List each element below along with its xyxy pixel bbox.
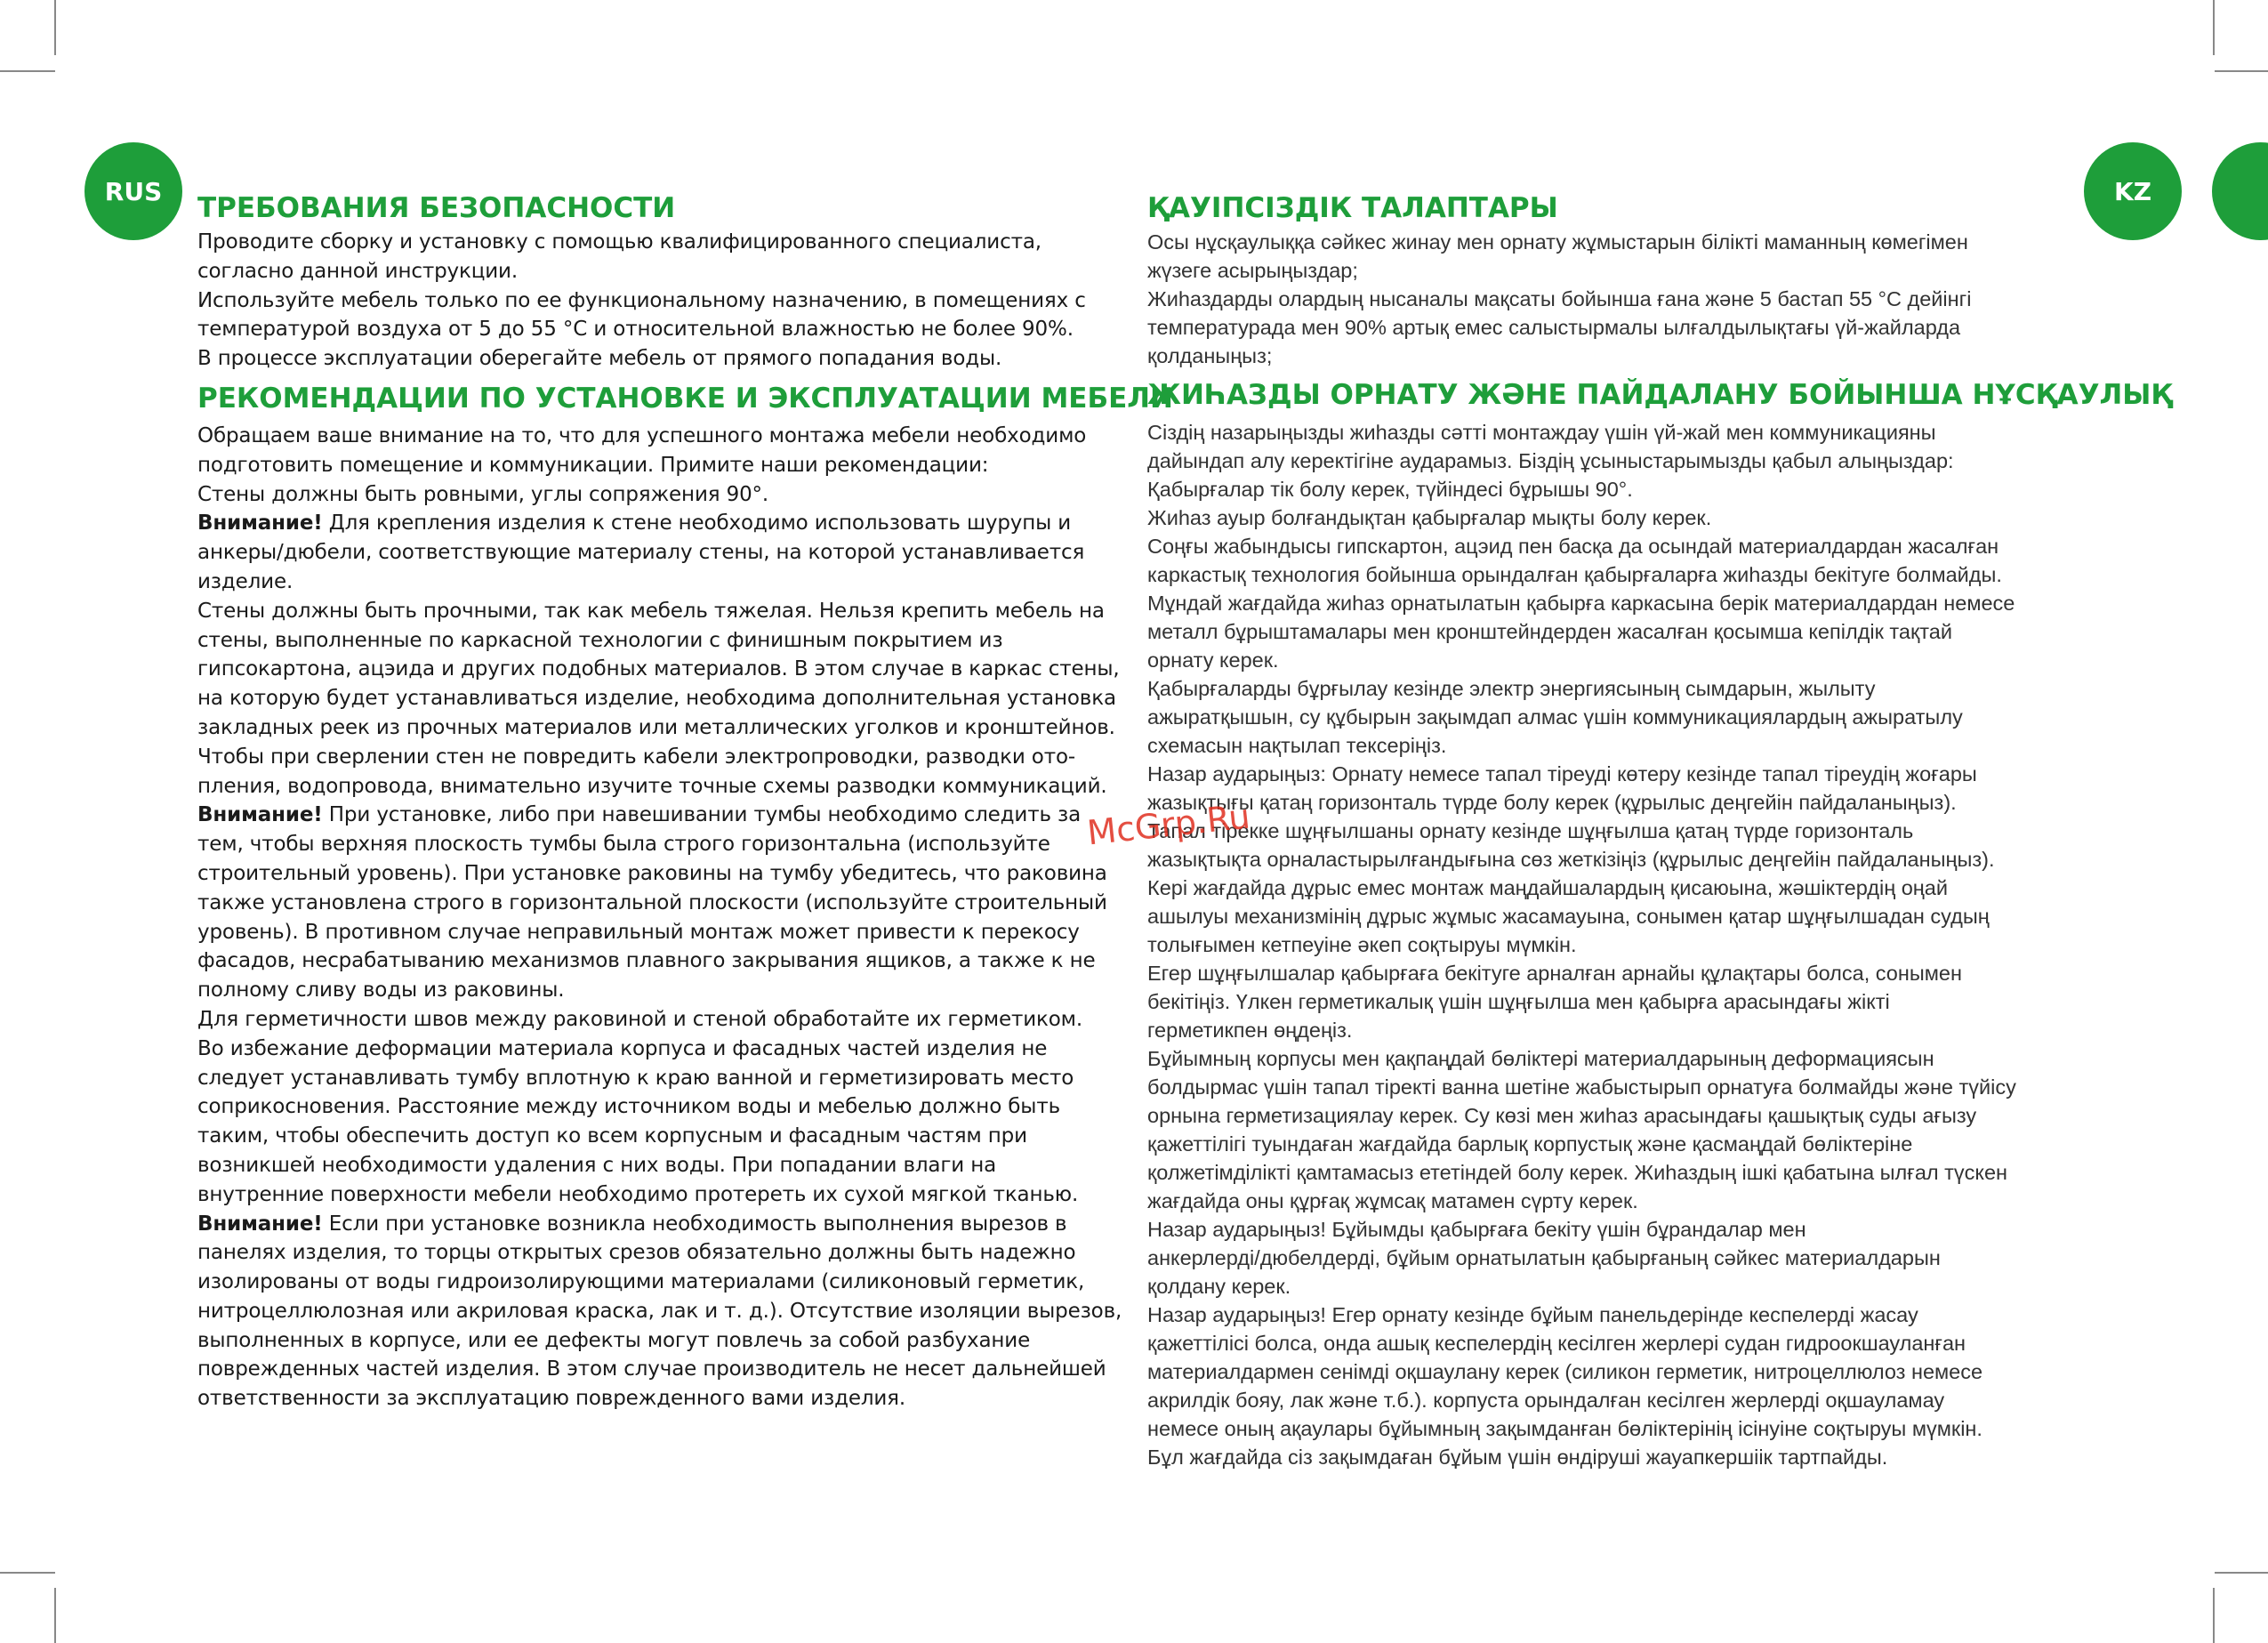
text-line: В процессе эксплуатации оберегайте мебель от прямого попадания воды.: [197, 347, 1002, 371]
text-line: стены, выполненные по каркасной технологии с финишным покрытием из: [197, 628, 1003, 652]
text-line: Внимание! Для крепления изделия к стене необходимо использовать шурупы и: [197, 511, 1072, 536]
text-line: панелях изделия, то торцы открытых срезов обязательно должны быть надежно: [197, 1241, 1076, 1265]
rus-recommendations-text: [197, 422, 1122, 1413]
rus-safety-title: ТРЕБОВАНИЯ БЕЗОПАСНОСТИ: [197, 192, 676, 224]
text-line: материалдармен сенімді оқшаулану керек (силикон герметик, нитроцеллюлоз немесе: [1147, 1360, 1983, 1383]
text-line: ответственности за эксплуатацию поврежденного вами изделия.: [197, 1387, 906, 1411]
text-line: на которую будет устанавливаться изделие, необходима дополнительная установка: [197, 687, 1116, 711]
text-line: Бұл жағдайда сіз зақымдаған бұйым үшін өндіруші жауапкершіік тартпайды.: [1147, 1446, 1888, 1469]
text-line: Соңғы жабындысы гипскартон, ацэид пен басқа да осындай материалдардан жасалған: [1147, 535, 1999, 558]
crop-mark: [54, 1588, 56, 1643]
text-line: бекітіңіз. Үлкен герметикалық үшін шұңғылша мен қабырға арасындағы жікті: [1147, 990, 1890, 1013]
text-line: пления, водопровода, внимательно изучите точные схемы разводки коммуникаций.: [197, 774, 1107, 798]
text-line: ажыратқышын, су құбырын зақымдап алмас үшін коммуникациялардың ажыратылу: [1147, 705, 1963, 729]
text-line: толығымен кетпеуіне әкеп соқтыруы мүмкін.: [1147, 933, 1577, 956]
attention-label: Внимание!: [197, 511, 323, 536]
text-line: орнату керек.: [1147, 648, 1279, 672]
text-line: анкеры/дюбели, соответствующие материалу стены, на которой устанавливается: [197, 541, 1085, 565]
text-line: возникшей необходимости удаления с них воды. При попадании влаги на: [197, 1153, 997, 1177]
text-line: Тапал тірекке шұңғылшаны орнату кезінде шұңғылша қатаң түрде горизонталь: [1147, 819, 1914, 842]
text-line: Во избежание деформации материала корпуса и фасадных частей изделия не: [197, 1036, 1048, 1060]
rus-safety-text: [197, 228, 1122, 374]
text-line: таким, чтобы обеспечить доступ ко всем корпусным и фасадным частям при: [197, 1124, 1027, 1148]
text-line: Назар аударыңыз! Бұйымды қабырғаға бекіту үшін бұрандалар мен: [1147, 1218, 1806, 1241]
text-line: температурой воздуха от 5 до 55 °С и относительной влажностью не более 90%.: [197, 318, 1074, 342]
text-line: қажеттілісі болса, онда ашық кеспелердің кесілген жерлері судан гидроокшауланған: [1147, 1332, 1966, 1355]
crop-mark: [54, 0, 56, 55]
kz-safety-title: ҚАУІПСІЗДІК ТАЛАПТАРЫ: [1147, 192, 1558, 224]
text-line: қолданыңыз;: [1147, 344, 1273, 367]
text-line: подготовить помещение и коммуникации. Примите наши рекомендации:: [197, 453, 989, 477]
text-line: ашылуы механизмінің дұрыс жұмыс жасамауына, сонымен қатар шұңғылшадан судың: [1147, 905, 1990, 928]
rus-language-badge: RUS: [84, 142, 182, 240]
text-line: Чтобы при сверлении стен не повредить кабели электропроводки, разводки ото-: [197, 745, 1076, 769]
text-line: жазықтығы қатаң горизонталь түрде болу керек (құрылыс деңгейін пайдаланыңыз).: [1147, 791, 1957, 814]
text-line: нитроцеллюлозная или акриловая краска, лак и т. д.). Отсутствие изоляции вырезов,: [197, 1299, 1122, 1323]
text-line: Мұндай жағдайда жиһаз орнатылатын қабырға каркасына берік материалдардан немесе: [1147, 592, 2015, 615]
text-line: каркастық технология бойынша орындалған қабырғаларға жиһазды бекітуге болмайды.: [1147, 563, 2002, 586]
text-line: Кері жағдайда дұрыс емес монтаж маңдайшалардың қисаюына, жәшіктердің оңай: [1147, 876, 1948, 899]
crop-mark: [2215, 1572, 2268, 1574]
text-line: болдырмас үшін тапал тіректі ванна шетіне жабыстырып орнатуға болмайды және түйісу: [1147, 1075, 2016, 1099]
text-line: Қабырғаларды бұрғылау кезінде электр энергиясының сымдарын, жылыту: [1147, 677, 1876, 700]
text-line: уровень). В противном случае неправильный монтаж может привести к перекосу: [197, 920, 1080, 944]
text-line: Жиһаздарды олардың нысаналы мақсаты бойынша ғана және 5 бастап 55 °С дейінгі: [1147, 287, 1972, 310]
crop-mark: [2213, 0, 2215, 55]
text-line: схемасын нақтылап тексеріңіз.: [1147, 734, 1447, 757]
text-line: температурада мен 90% артық емес салыстырмалы ылғалдылықтағы үй-жайларда: [1147, 316, 1961, 339]
text-line: Егер шұңғылшалар қабырғаға бекітуге арналған арнайы құлақтары болса, сонымен: [1147, 962, 1962, 985]
watermark: McGrp.Ru: [1085, 796, 1252, 853]
text-line: полному сливу воды из раковины.: [197, 979, 565, 1003]
kz-language-badge: KZ: [2084, 142, 2182, 240]
text-line: қолжетімділікті қамтамасыз ететіндей болу керек. Жиһаздың ішкі қабатына ылғал түскен: [1147, 1161, 2008, 1184]
crop-mark: [0, 70, 55, 72]
text-line: орнына герметизациялау керек. Су көзі мен жиһаз арасындағы қашықтық суды ағызу: [1147, 1104, 1977, 1127]
attention-label: Внимание!: [197, 803, 323, 827]
text-line: Стены должны быть ровными, углы сопряжения 90°.: [197, 482, 769, 506]
text-line: тем, чтобы верхняя плоскость тумбы была строго горизонтальна (используйте: [197, 833, 1050, 857]
text-line: Обращаем ваше внимание на то, что для успешного монтажа мебели необходимо: [197, 423, 1087, 447]
text-line: Стены должны быть прочными, так как мебель тяжелая. Нельзя крепить мебель на: [197, 599, 1105, 623]
text-line: Бұйымның корпусы мен қақпаңдай бөліктері материалдарының деформациясын: [1147, 1047, 1934, 1070]
text-line: следует устанавливать тумбу вплотную к краю ванной и герметизировать место: [197, 1066, 1074, 1090]
text-line: Для герметичности швов между раковиной и стеной обработайте их герметиком.: [197, 1007, 1083, 1031]
text-line: Осы нұсқаулыққа сәйкес жинау мен орнату жұмыстарын білікті маманның көмегімен: [1147, 230, 1968, 254]
text-line: Жиһаз ауыр болғандықтан қабырғалар мықты болу керек.: [1147, 506, 1712, 529]
text-line: также установлена строго в горизонтальной плоскости (используйте строительный: [197, 890, 1107, 914]
text-line: дайындап алу керектігіне аударамыз. Біздің ұсыныстарымызды қабыл алыңыздар:: [1147, 449, 1954, 472]
text-line: изолированы от воды гидроизолирующими материалами (силиконовый герметик,: [197, 1270, 1085, 1294]
text-line: жағдайда оны құрғақ жұмсақ матамен сүрту керек.: [1147, 1189, 1638, 1212]
text-line: Сіздің назарыңызды жиһазды сәтті монтаждау үшін үй-жай мен коммуникацияны: [1147, 421, 1936, 444]
text-line: согласно данной инструкции.: [197, 259, 519, 283]
text-line: соприкосновения. Расстояние между источником воды и мебелью должно быть: [197, 1095, 1060, 1119]
text-line: гипсокартона, ацэида и других подобных материалов. В этом случае в каркас стены,: [197, 657, 1120, 681]
text-line: Проводите сборку и установку с помощью квалифицированного специалиста,: [197, 230, 1042, 254]
text-line: акрилдік бояу, лак және т.б.). корпуста орындалған кесілген жерлерді оқшауламау: [1147, 1389, 1945, 1412]
text-line: қолдану керек.: [1147, 1275, 1291, 1298]
kz-safety-text: [1147, 228, 2081, 370]
text-line: строительный уровень). При установке раковины на тумбу убедитесь, что раковина: [197, 861, 1107, 885]
text-line: фасадов, несрабатыванию механизмов плавного закрывания ящиков, а также к не: [197, 949, 1096, 973]
edge-tab-decoration: [2212, 142, 2268, 240]
text-line: металл бұрыштамалары мен кронштейндерден жасалған қосымша кепілдік тақтай: [1147, 620, 1952, 643]
text-line: поврежденных частей изделия. В этом случае производитель не несет дальнейшей: [197, 1357, 1106, 1381]
text-line: Внимание! Если при установке возникла необходимость выполнения вырезов в: [197, 1212, 1067, 1236]
text-line: қажеттілігі туындаған жағдайда барлық корпустық және қасмаңдай бөліктеріне: [1147, 1132, 1913, 1156]
text-line: Используйте мебель только по ее функциональному назначению, в помещениях с: [197, 288, 1086, 312]
crop-mark: [0, 1572, 55, 1574]
text-line: Внимание! При установке, либо при навешивании тумбы необходимо следить за: [197, 803, 1082, 827]
text-line: выполненных в корпусе, или ее дефекты могут повлечь за собой разбухание: [197, 1328, 1031, 1352]
text-line: закладных реек из прочных материалов или металлических уголков и кронштейнов.: [197, 715, 1115, 739]
text-line: внутренние поверхности мебели необходимо протереть их сухой мягкой тканью.: [197, 1182, 1079, 1206]
text-line: немесе оның ақаулары бұйымның зақымданған бөліктерінің ісінуіне соқтыруы мүмкін.: [1147, 1417, 1982, 1440]
kz-recommendations-title: ЖИҺАЗДЫ ОРНАТУ ЖӘНЕ ПАЙДАЛАНУ БОЙЫНША НҰСҚАУЛЫҚ: [1147, 379, 2173, 411]
crop-mark: [2215, 70, 2268, 72]
text-line: жүзеге асырыңыздар;: [1147, 259, 1358, 282]
rus-recommendations-title: РЕКОМЕНДАЦИИ ПО УСТАНОВКЕ И ЭКСПЛУАТАЦИИ МЕБЕЛИ: [197, 382, 1173, 415]
text-line: Қабырғалар тік болу керек, түйіндесі бұрышы 90°.: [1147, 478, 1633, 501]
kz-recommendations-text: [1147, 418, 2081, 1471]
text-line: герметикпен өңдеңіз.: [1147, 1019, 1353, 1042]
text-line: анкерлерді/дюбелдерді, бұйым орнатылатын қабырғаның сәйкес материалдарын: [1147, 1246, 1941, 1269]
text-line: Назар аударыңыз! Егер орнату кезінде бұйым панельдерінде кеспелерді жасау: [1147, 1303, 1918, 1326]
text-line: Назар аударыңыз: Орнату немесе тапал тіреуді көтеру кезінде тапал тіреудің жоғары: [1147, 762, 1977, 785]
crop-mark: [2213, 1588, 2215, 1643]
text-line: жазықтықта орналастырылғандығына сөз жеткізіңіз (құрылыс деңгейін пайдаланыңыз).: [1147, 848, 1995, 871]
attention-label: Внимание!: [197, 1212, 323, 1236]
text-line: изделие.: [197, 569, 294, 593]
